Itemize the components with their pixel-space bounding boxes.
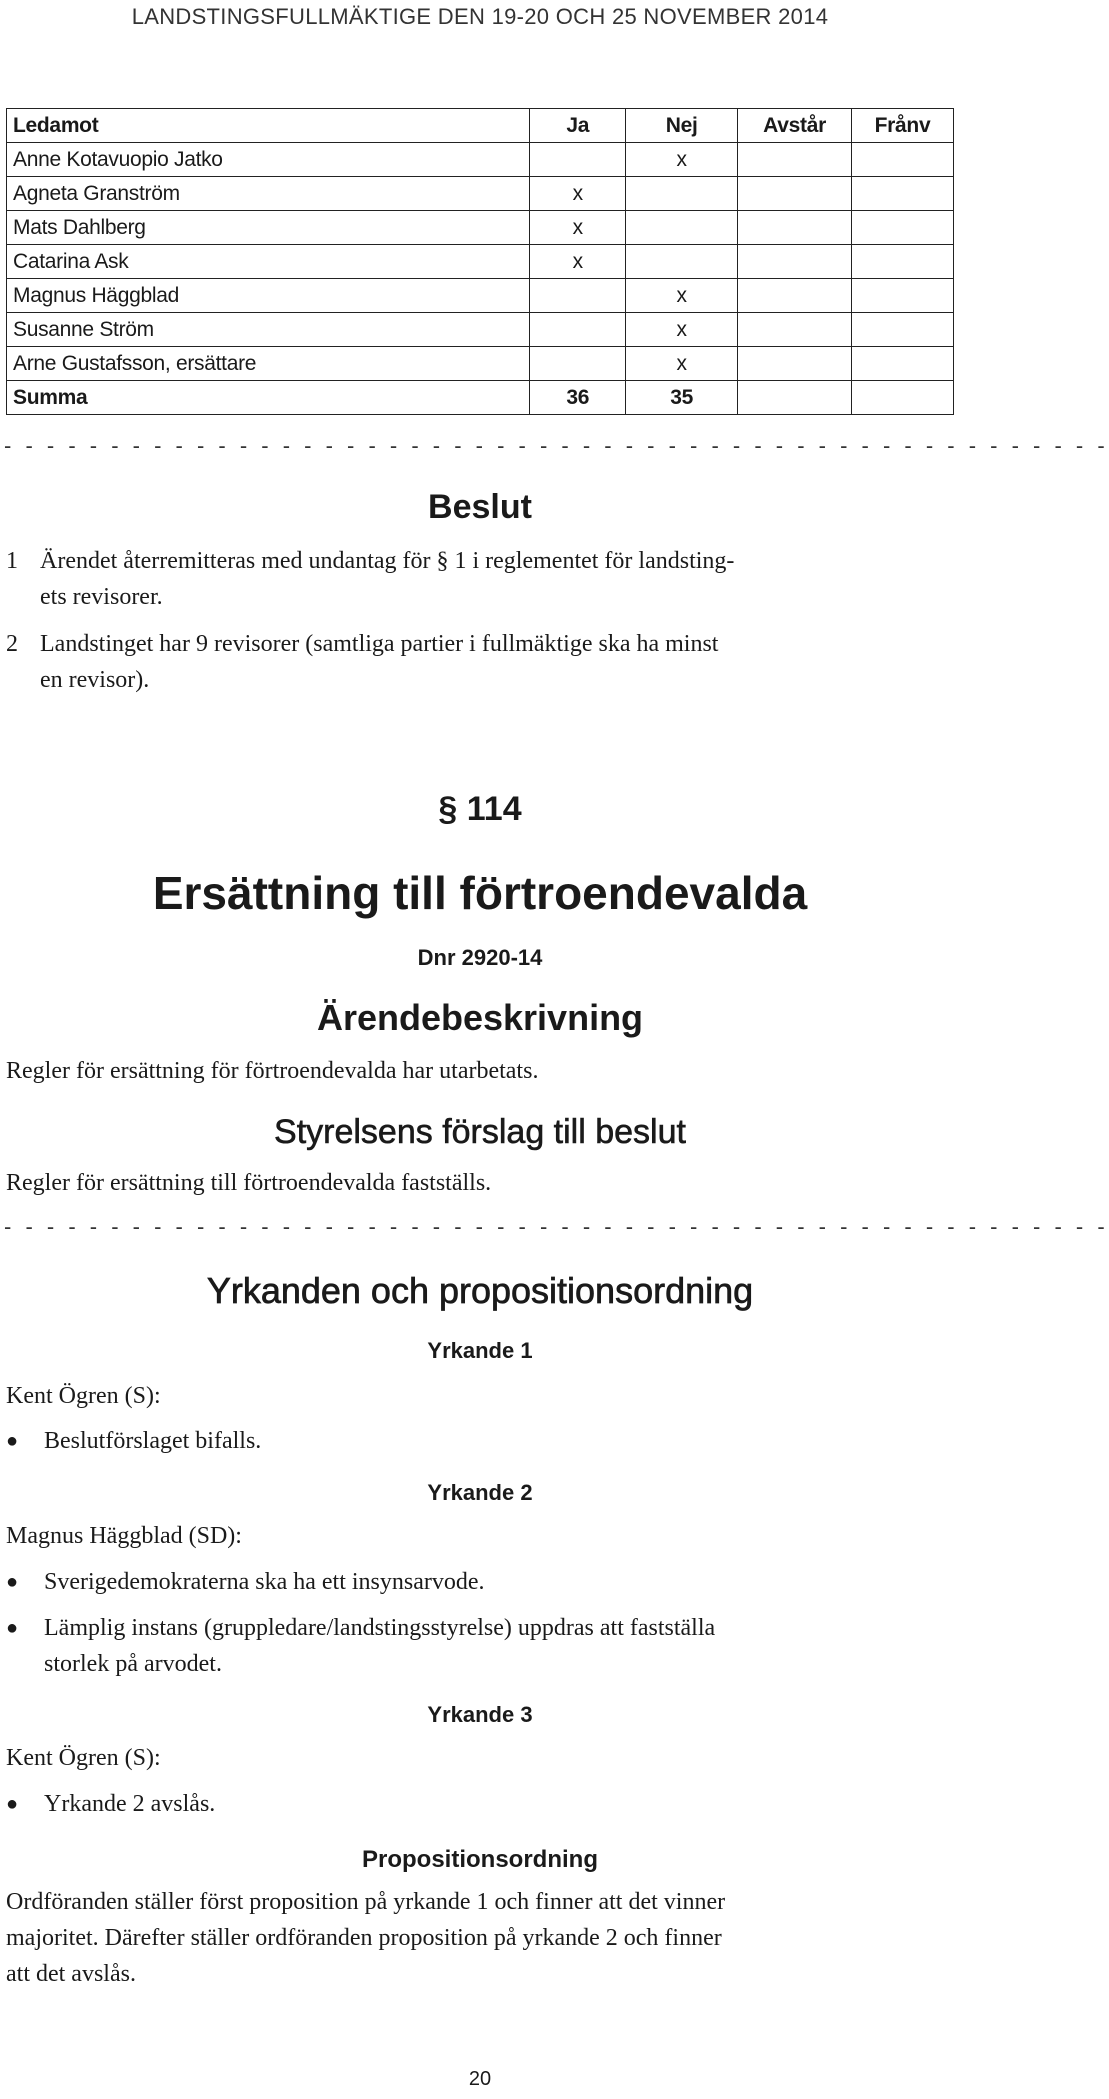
summary-ja: 36 xyxy=(530,381,626,415)
yrkande-1-speaker: Kent Ögren (S): xyxy=(6,1383,161,1409)
separator-line: - - - - - - - - - - - - - - - - - - - - - - - - - - - - - - - - - - - - - - - - - - - - - - - - - - - - xyxy=(4,433,1109,458)
vote-franv xyxy=(852,279,954,313)
yrkande-3-heading: Yrkande 3 xyxy=(427,1702,533,1727)
propositionsordning-heading: Propositionsordning xyxy=(362,1846,598,1873)
vote-ja xyxy=(530,143,626,177)
vote-nej: x xyxy=(626,347,738,381)
text-line: majoritet. Därefter ställer ordföranden proposition på yrkande 2 och finner xyxy=(6,1925,722,1951)
text-line: att det avslås. xyxy=(6,1961,136,1987)
vote-nej xyxy=(626,245,738,279)
vote-ja xyxy=(530,347,626,381)
member-name: Magnus Häggblad xyxy=(7,279,530,313)
yrkande-3-speaker: Kent Ögren (S): xyxy=(6,1745,161,1771)
column-header-avstar: Avstår xyxy=(738,109,852,143)
summary-franv xyxy=(852,381,954,415)
column-header-nej: Nej xyxy=(626,109,738,143)
vote-franv xyxy=(852,313,954,347)
arendebeskrivning-heading: Ärendebeskrivning xyxy=(316,997,644,1038)
table-row xyxy=(7,245,954,279)
item-text-line: en revisor). xyxy=(40,667,150,693)
vote-avstar xyxy=(738,347,852,381)
yrkande-2-speaker: Magnus Häggblad (SD): xyxy=(6,1523,242,1549)
member-name: Mats Dahlberg xyxy=(7,211,530,245)
member-name: Susanne Ström xyxy=(7,313,530,347)
column-header-ja: Ja xyxy=(530,109,626,143)
yrkande-1-bullet xyxy=(6,1423,946,1459)
yrkande-2-bullet xyxy=(6,1610,956,1682)
arendebeskrivning-text: Regler för ersättning för förtroendevalda har utarbetats. xyxy=(6,1058,539,1084)
separator-line: - - - - - - - - - - - - - - - - - - - - - - - - - - - - - - - - - - - - - - - - - - - - - - - - - - - - xyxy=(4,1214,1109,1239)
table-row xyxy=(7,143,954,177)
bullet-text: storlek på arvodet. xyxy=(44,1651,222,1677)
bullet-text: Lämplig instans (gruppledare/landstingsstyrelse) uppdras att fastställa xyxy=(44,1615,716,1641)
member-name: Agneta Granström xyxy=(7,177,530,211)
bullet-text: Sverigedemokraterna ska ha ett insynsarvode. xyxy=(44,1569,485,1595)
table-row xyxy=(7,347,954,381)
yrkande-3-bullet xyxy=(6,1786,946,1822)
summary-row xyxy=(7,381,954,415)
item-number: 2 xyxy=(6,631,18,657)
vote-nej: x xyxy=(626,143,738,177)
summary-nej: 35 xyxy=(626,381,738,415)
yrkande-2-heading: Yrkande 2 xyxy=(427,1480,533,1505)
bullet-icon: ● xyxy=(6,1430,19,1452)
vote-avstar xyxy=(738,211,852,245)
bullet-text: Yrkande 2 avslås. xyxy=(44,1791,216,1817)
vote-franv xyxy=(852,347,954,381)
table-row xyxy=(7,313,954,347)
vote-table-header xyxy=(7,109,954,143)
yrkanden-heading: Yrkanden och propositionsordning xyxy=(206,1270,754,1311)
forslag-heading: Styrelsens förslag till beslut xyxy=(274,1113,686,1151)
vote-avstar xyxy=(738,143,852,177)
bullet-icon: ● xyxy=(6,1617,19,1639)
vote-ja xyxy=(530,313,626,347)
table-row xyxy=(7,177,954,211)
item-text-line: ets revisorer. xyxy=(40,584,163,610)
vote-table xyxy=(6,108,954,415)
summary-label: Summa xyxy=(7,381,530,415)
vote-ja: x xyxy=(530,211,626,245)
vote-franv xyxy=(852,211,954,245)
summary-avstar xyxy=(738,381,852,415)
forslag-text: Regler för ersättning till förtroendevalda fastställs. xyxy=(6,1170,492,1196)
vote-avstar xyxy=(738,313,852,347)
vote-franv xyxy=(852,143,954,177)
propositionsordning-text xyxy=(6,1884,960,1992)
beslut-heading: Beslut xyxy=(428,488,532,526)
column-header-franv: Frånv xyxy=(852,109,954,143)
vote-ja: x xyxy=(530,177,626,211)
table-row xyxy=(7,279,954,313)
member-name: Anne Kotavuopio Jatko xyxy=(7,143,530,177)
vote-avstar xyxy=(738,279,852,313)
beslut-item-1 xyxy=(6,543,956,615)
vote-avstar xyxy=(738,177,852,211)
bullet-icon: ● xyxy=(6,1793,19,1815)
page-number: 20 xyxy=(468,2068,492,2090)
bullet-text: Beslutförslaget bifalls. xyxy=(44,1428,262,1454)
yrkande-2-bullet xyxy=(6,1564,946,1600)
member-name: Catarina Ask xyxy=(7,245,530,279)
vote-nej xyxy=(626,211,738,245)
item-text-line: Ärendet återremitteras med undantag för § 1 i reglementet för landsting- xyxy=(40,548,735,574)
vote-nej: x xyxy=(626,313,738,347)
beslut-item-2 xyxy=(6,626,956,698)
vote-ja xyxy=(530,279,626,313)
yrkande-1-heading: Yrkande 1 xyxy=(427,1338,533,1363)
vote-nej xyxy=(626,177,738,211)
vote-avstar xyxy=(738,245,852,279)
page-header: LANDSTINGSFULLMÄKTIGE DEN 19-20 OCH 25 NOVEMBER 2014 xyxy=(131,4,829,29)
column-header-ledamot: Ledamot xyxy=(7,109,530,143)
paragraph-number: § 114 xyxy=(438,790,522,828)
vote-ja: x xyxy=(530,245,626,279)
text-line: Ordföranden ställer först proposition på yrkande 1 och finner att det vinner xyxy=(6,1889,726,1915)
bullet-icon: ● xyxy=(6,1571,19,1593)
dnr-number: Dnr 2920-14 xyxy=(417,945,543,970)
vote-franv xyxy=(852,245,954,279)
table-row xyxy=(7,211,954,245)
item-number: 1 xyxy=(6,548,18,574)
vote-franv xyxy=(852,177,954,211)
section-title: Ersättning till förtroendevalda xyxy=(152,867,808,919)
vote-nej: x xyxy=(626,279,738,313)
item-text-line: Landstinget har 9 revisorer (samtliga partier i fullmäktige ska ha minst xyxy=(40,631,719,657)
member-name: Arne Gustafsson, ersättare xyxy=(7,347,530,381)
